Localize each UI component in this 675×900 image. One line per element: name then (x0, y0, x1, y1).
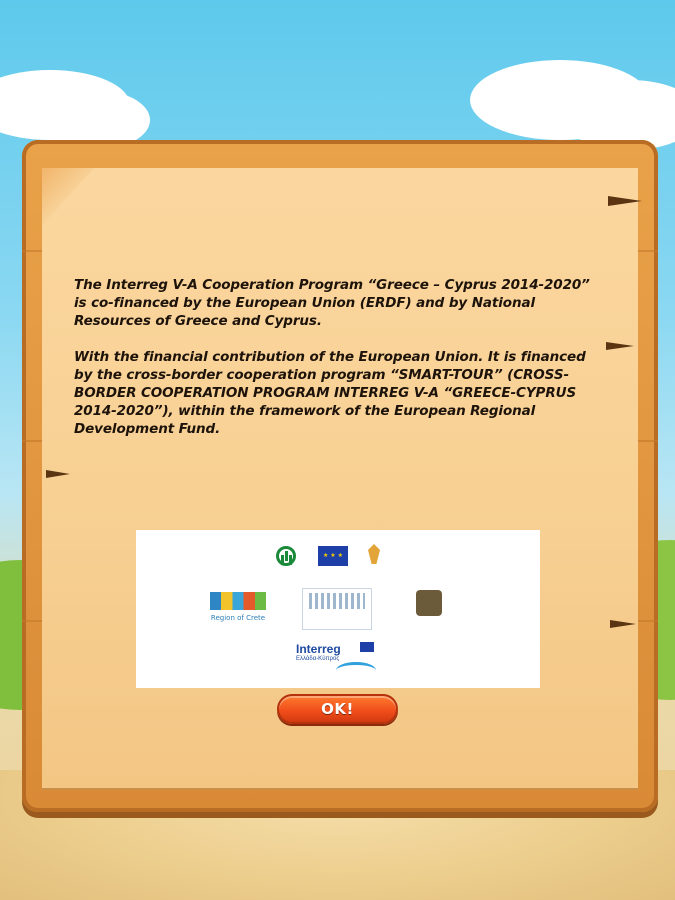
eu-flag-icon: ★ ★ ★ (318, 546, 348, 566)
crete-logo-bars (210, 592, 266, 610)
paragraph-contribution: With the financial contribution of the European Union. It is financed by the cross-border cooperation program “SMART-TOUR” (CROSS-BORDER COOPERATION PROGRAM INTERREG V-A “GREECE-CYPRUS 2014-2020”), within the framework of the European Regional Development Fund. (74, 349, 586, 437)
crete-logo-label: Region of Crete (210, 614, 266, 622)
paragraph-cofinancing: The Interreg V-A Cooperation Program “Greece – Cyprus 2014-2020” is co-financed by the European Union (ERDF) and by National Resources of Greece and Cyprus. (74, 277, 590, 329)
interreg-logo (296, 642, 376, 682)
dialog-text (74, 276, 594, 456)
interreg-subtitle: Ελλάδα-Κύπρος (296, 656, 340, 662)
ok-button[interactable]: OK! (277, 694, 398, 724)
region-of-crete-logo (206, 592, 270, 632)
interreg-wave-icon (336, 662, 376, 679)
sponsor-logos (136, 530, 540, 688)
cyprus-emblem-icon (368, 544, 380, 564)
building-icon (309, 593, 365, 609)
interreg-eu-flag-icon (360, 642, 374, 652)
interreg-title: Interreg (296, 642, 341, 656)
university-logo (302, 588, 372, 630)
greece-emblem-icon (276, 546, 296, 566)
organization-emblem-icon (416, 590, 442, 616)
